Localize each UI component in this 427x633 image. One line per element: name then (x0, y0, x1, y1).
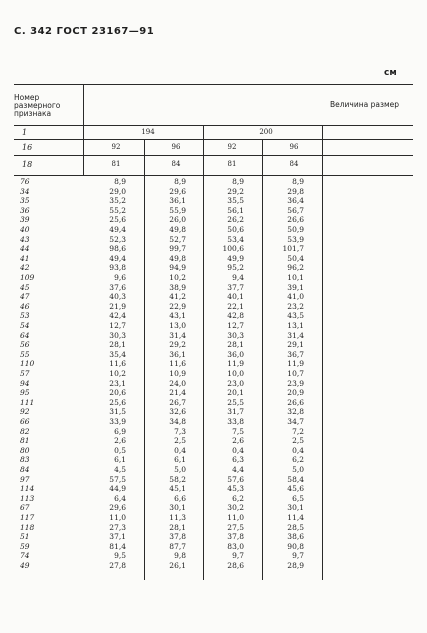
table-cell: 31,4 (169, 330, 186, 340)
table-row (0, 235, 427, 244)
table-cell: 20,9 (287, 388, 304, 398)
table-cell: 56,1 (227, 205, 244, 215)
table-cell: 11,3 (169, 513, 186, 522)
table-cell: 11,9 (287, 359, 304, 369)
table-row (0, 379, 427, 388)
header-cell: 81 (227, 160, 237, 168)
header-row-label: 18 (22, 160, 33, 169)
header-cell: 96 (171, 143, 181, 151)
table-cell: 9,8 (174, 551, 186, 561)
table-cell: 83,0 (227, 541, 244, 551)
table-cell: 55,9 (169, 205, 186, 215)
table-row (0, 359, 427, 368)
table-row (0, 446, 427, 455)
table-cell: 11,9 (227, 359, 244, 369)
table-cell: 6,1 (174, 455, 186, 465)
row-label: 118 (20, 522, 35, 532)
table-row (0, 523, 427, 532)
table-cell: 30,1 (287, 503, 304, 513)
row-label: 35 (20, 196, 30, 206)
stub-divider (83, 84, 84, 176)
table-cell: 2,6 (232, 436, 244, 446)
table-cell: 31,7 (227, 407, 244, 417)
table-cell: 34,7 (287, 417, 304, 426)
table-cell: 55,2 (109, 205, 126, 215)
table-cell: 30,2 (227, 503, 244, 513)
table-row (0, 350, 427, 359)
table-cell: 37,7 (227, 282, 244, 292)
row-label: 36 (20, 205, 30, 215)
table-cell: 10,7 (287, 369, 304, 378)
table-cell: 49,9 (227, 253, 244, 263)
table-cell: 42,4 (109, 311, 126, 321)
table-row (0, 225, 427, 234)
table-cell: 30,1 (169, 503, 186, 513)
row-label: 74 (20, 551, 30, 561)
table-row (0, 244, 427, 253)
table-cell: 42,8 (227, 311, 244, 321)
table-cell: 13,0 (169, 321, 186, 330)
group-header: 200 (259, 128, 273, 136)
table-row (0, 340, 427, 349)
table-cell: 99,7 (169, 244, 186, 254)
row-label: 92 (20, 407, 30, 417)
table-row (0, 542, 427, 551)
table-cell: 9,5 (114, 551, 126, 561)
table-cell: 23,9 (287, 378, 304, 388)
table-cell: 29,2 (227, 186, 244, 196)
row-label: 64 (20, 330, 30, 340)
table-cell: 81,4 (109, 541, 126, 551)
table-row (0, 283, 427, 292)
table-cell: 98,6 (109, 244, 126, 254)
table-row (0, 273, 427, 282)
row-label: 95 (20, 388, 30, 398)
table-cell: 39,1 (287, 282, 304, 292)
table-cell: 0,4 (292, 445, 304, 455)
table-cell: 95,2 (227, 263, 244, 273)
table-cell: 26,7 (169, 397, 186, 407)
table-cell: 20,1 (227, 388, 244, 398)
table-cell: 11,0 (227, 513, 244, 522)
table-cell: 11,6 (109, 359, 126, 369)
table-cell: 0,4 (174, 445, 186, 455)
row-label: 67 (20, 503, 30, 513)
table-cell: 7,3 (174, 426, 186, 436)
row-label: 45 (20, 282, 30, 292)
stub-header: Номер размерного признака (14, 93, 61, 118)
header-rule-4 (14, 175, 413, 176)
table-cell: 22,1 (227, 301, 244, 311)
table-cell: 23,1 (109, 378, 126, 388)
table-row (0, 551, 427, 560)
table-cell: 9,7 (292, 551, 304, 561)
table-cell: 23,0 (227, 378, 244, 388)
table-cell: 57,5 (109, 474, 126, 484)
row-label: 114 (20, 484, 35, 494)
table-cell: 6,1 (114, 455, 126, 465)
table-cell: 26,0 (169, 215, 186, 225)
table-cell: 40,3 (109, 292, 126, 302)
table-cell: 49,8 (169, 253, 186, 263)
table-cell: 2,5 (174, 436, 186, 446)
table-row (0, 369, 427, 378)
unit-label: см (384, 68, 397, 78)
table-row (0, 187, 427, 196)
table-cell: 10,0 (227, 369, 244, 378)
table-cell: 52,7 (169, 234, 186, 244)
table-cell: 41,0 (287, 292, 304, 302)
header-cell: 84 (171, 160, 181, 168)
table-row (0, 484, 427, 493)
table-cell: 32,6 (169, 407, 186, 417)
table-row (0, 398, 427, 407)
header-cell: 92 (111, 143, 121, 151)
table-cell: 4,4 (232, 465, 244, 474)
table-cell: 9,4 (232, 273, 244, 282)
table-cell: 24,0 (169, 378, 186, 388)
table-cell: 8,9 (232, 177, 244, 186)
table-cell: 9,6 (114, 273, 126, 282)
table-cell: 44,9 (109, 484, 126, 494)
table-cell: 96,2 (287, 263, 304, 273)
table-cell: 40,1 (227, 292, 244, 302)
table-row (0, 331, 427, 340)
table-cell: 29,8 (287, 186, 304, 196)
table-cell: 27,5 (227, 522, 244, 532)
row-label: 57 (20, 369, 30, 378)
table-cell: 50,4 (287, 253, 304, 263)
row-label: 43 (20, 234, 30, 244)
table-row (0, 206, 427, 215)
table-cell: 12,7 (109, 321, 126, 330)
value-header: Величина размер (330, 100, 399, 109)
table-cell: 30,3 (109, 330, 126, 340)
table-row (0, 455, 427, 464)
table-cell: 10,9 (169, 369, 186, 378)
table-cell: 101,7 (282, 244, 304, 254)
table-row (0, 388, 427, 397)
table-cell: 100,6 (222, 244, 244, 254)
table-cell: 35,2 (109, 196, 126, 206)
table-cell: 26,6 (287, 397, 304, 407)
row-label: 110 (20, 359, 35, 369)
header-row-label: 16 (22, 143, 33, 152)
row-label: 84 (20, 465, 30, 474)
table-cell: 11,0 (109, 513, 126, 522)
table-row (0, 465, 427, 474)
table-cell: 11,6 (169, 359, 186, 369)
table-cell: 37,8 (169, 532, 186, 542)
table-cell: 8,9 (292, 177, 304, 186)
table-cell: 49,8 (169, 225, 186, 234)
table-row (0, 407, 427, 416)
table-cell: 28,1 (227, 340, 244, 350)
row-label: 39 (20, 215, 30, 225)
table-row (0, 311, 427, 320)
row-label: 55 (20, 349, 30, 359)
row-label: 117 (20, 513, 35, 522)
table-cell: 6,9 (114, 426, 126, 436)
group-header: 194 (141, 128, 155, 136)
table-cell: 33,8 (227, 417, 244, 426)
table-cell: 23,2 (287, 301, 304, 311)
table-cell: 6,4 (114, 493, 126, 503)
table-cell: 27,8 (109, 561, 126, 570)
table-cell: 6,6 (174, 493, 186, 503)
table-top-rule (14, 84, 413, 85)
row-label: 80 (20, 445, 30, 455)
table-row (0, 436, 427, 445)
table-cell: 25,5 (227, 397, 244, 407)
table-cell: 6,2 (292, 455, 304, 465)
header-cell: 84 (289, 160, 299, 168)
row-label: 40 (20, 225, 30, 234)
table-cell: 10,1 (287, 273, 304, 282)
table-cell: 2,6 (114, 436, 126, 446)
table-row (0, 494, 427, 503)
table-row (0, 215, 427, 224)
table-cell: 6,2 (232, 493, 244, 503)
table-cell: 32,8 (287, 407, 304, 417)
table-cell: 28,1 (169, 522, 186, 532)
table-cell: 37,1 (109, 532, 126, 542)
table-cell: 28,6 (227, 561, 244, 570)
table-cell: 52,3 (109, 234, 126, 244)
table-cell: 45,3 (227, 484, 244, 494)
table-cell: 7,5 (232, 426, 244, 436)
row-label: 56 (20, 340, 30, 350)
header-rule-2 (14, 139, 413, 140)
row-label: 47 (20, 292, 30, 302)
table-row (0, 292, 427, 301)
table-cell: 56,7 (287, 205, 304, 215)
table-cell: 43,1 (169, 311, 186, 321)
table-cell: 50,9 (287, 225, 304, 234)
table-cell: 31,5 (109, 407, 126, 417)
table-cell: 25,6 (109, 215, 126, 225)
table-cell: 28,1 (109, 340, 126, 350)
table-cell: 33,9 (109, 417, 126, 426)
table-cell: 38,6 (287, 532, 304, 542)
table-cell: 45,1 (169, 484, 186, 494)
table-row (0, 177, 427, 186)
table-cell: 35,5 (227, 196, 244, 206)
table-cell: 41,2 (169, 292, 186, 302)
table-row (0, 532, 427, 541)
table-row (0, 196, 427, 205)
table-cell: 21,9 (109, 301, 126, 311)
table-cell: 4,5 (114, 465, 126, 474)
table-cell: 21,4 (169, 388, 186, 398)
row-label: 34 (20, 186, 30, 196)
row-label: 76 (20, 177, 30, 186)
table-cell: 20,6 (109, 388, 126, 398)
table-cell: 36,1 (169, 349, 186, 359)
table-row (0, 475, 427, 484)
table-cell: 27,3 (109, 522, 126, 532)
table-cell: 9,7 (232, 551, 244, 561)
table-cell: 53,4 (227, 234, 244, 244)
table-cell: 58,4 (287, 474, 304, 484)
table-cell: 10,2 (109, 369, 126, 378)
table-cell: 49,4 (109, 253, 126, 263)
row-label: 82 (20, 426, 30, 436)
table-cell: 22,9 (169, 301, 186, 311)
table-cell: 26,2 (227, 215, 244, 225)
header-cell: 92 (227, 143, 237, 151)
row-label: 46 (20, 301, 30, 311)
table-cell: 28,9 (287, 561, 304, 570)
row-label: 41 (20, 253, 30, 263)
page-header: С. 342 ГОСТ 23167—91 (14, 26, 155, 37)
table-cell: 37,6 (109, 282, 126, 292)
table-cell: 5,0 (292, 465, 304, 474)
table-cell: 38,9 (169, 282, 186, 292)
row-label: 94 (20, 378, 30, 388)
row-label: 81 (20, 436, 30, 446)
table-cell: 31,4 (287, 330, 304, 340)
table-cell: 13,1 (287, 321, 304, 330)
table-cell: 7,2 (292, 426, 304, 436)
table-cell: 93,8 (109, 263, 126, 273)
table-cell: 29,6 (169, 186, 186, 196)
table-cell: 49,4 (109, 225, 126, 234)
row-label: 59 (20, 541, 30, 551)
table-cell: 26,1 (169, 561, 186, 570)
row-label: 42 (20, 263, 30, 273)
table-cell: 26,6 (287, 215, 304, 225)
table-cell: 36,1 (169, 196, 186, 206)
table-cell: 29,1 (287, 340, 304, 350)
table-row (0, 427, 427, 436)
row-label: 113 (20, 493, 35, 503)
table-cell: 37,8 (227, 532, 244, 542)
table-cell: 10,2 (169, 273, 186, 282)
header-cell: 81 (111, 160, 121, 168)
row-label: 66 (20, 417, 30, 426)
table-cell: 29,2 (169, 340, 186, 350)
table-cell: 6,3 (232, 455, 244, 465)
table-cell: 53,9 (287, 234, 304, 244)
table-cell: 11,4 (287, 513, 304, 522)
table-cell: 8,9 (174, 177, 186, 186)
table-cell: 25,6 (109, 397, 126, 407)
table-cell: 8,9 (114, 177, 126, 186)
row-label: 44 (20, 244, 30, 254)
table-cell: 35,4 (109, 349, 126, 359)
table-cell: 29,0 (109, 186, 126, 196)
table-row (0, 263, 427, 272)
header-rule-1 (14, 125, 413, 126)
table-cell: 0,5 (114, 445, 126, 455)
table-cell: 58,2 (169, 474, 186, 484)
table-cell: 0,4 (232, 445, 244, 455)
table-cell: 28,5 (287, 522, 304, 532)
row-label: 51 (20, 532, 30, 542)
table-cell: 6,5 (292, 493, 304, 503)
table-cell: 2,5 (292, 436, 304, 446)
row-label: 83 (20, 455, 30, 465)
row-label: 49 (20, 561, 30, 570)
table-cell: 94,9 (169, 263, 186, 273)
table-row (0, 321, 427, 330)
table-cell: 36,4 (287, 196, 304, 206)
row-label: 53 (20, 311, 30, 321)
row-label: 97 (20, 474, 30, 484)
header-row-label: 1 (22, 128, 28, 137)
table-row (0, 503, 427, 512)
table-cell: 5,0 (174, 465, 186, 474)
table-row (0, 561, 427, 570)
row-label: 111 (20, 397, 35, 407)
table-row (0, 417, 427, 426)
table-cell: 87,7 (169, 541, 186, 551)
header-rule-3 (14, 155, 413, 156)
table-row (0, 513, 427, 522)
row-label: 109 (20, 273, 35, 282)
table-cell: 57,6 (227, 474, 244, 484)
table-cell: 45,6 (287, 484, 304, 494)
table-cell: 50,6 (227, 225, 244, 234)
table-cell: 36,0 (227, 349, 244, 359)
table-cell: 12,7 (227, 321, 244, 330)
table-cell: 29,6 (109, 503, 126, 513)
table-cell: 90,8 (287, 541, 304, 551)
header-cell: 96 (289, 143, 299, 151)
row-label: 54 (20, 321, 30, 330)
table-row (0, 254, 427, 263)
table-cell: 36,7 (287, 349, 304, 359)
table-row (0, 302, 427, 311)
table-cell: 43,5 (287, 311, 304, 321)
table-cell: 30,3 (227, 330, 244, 340)
table-cell: 34,8 (169, 417, 186, 426)
